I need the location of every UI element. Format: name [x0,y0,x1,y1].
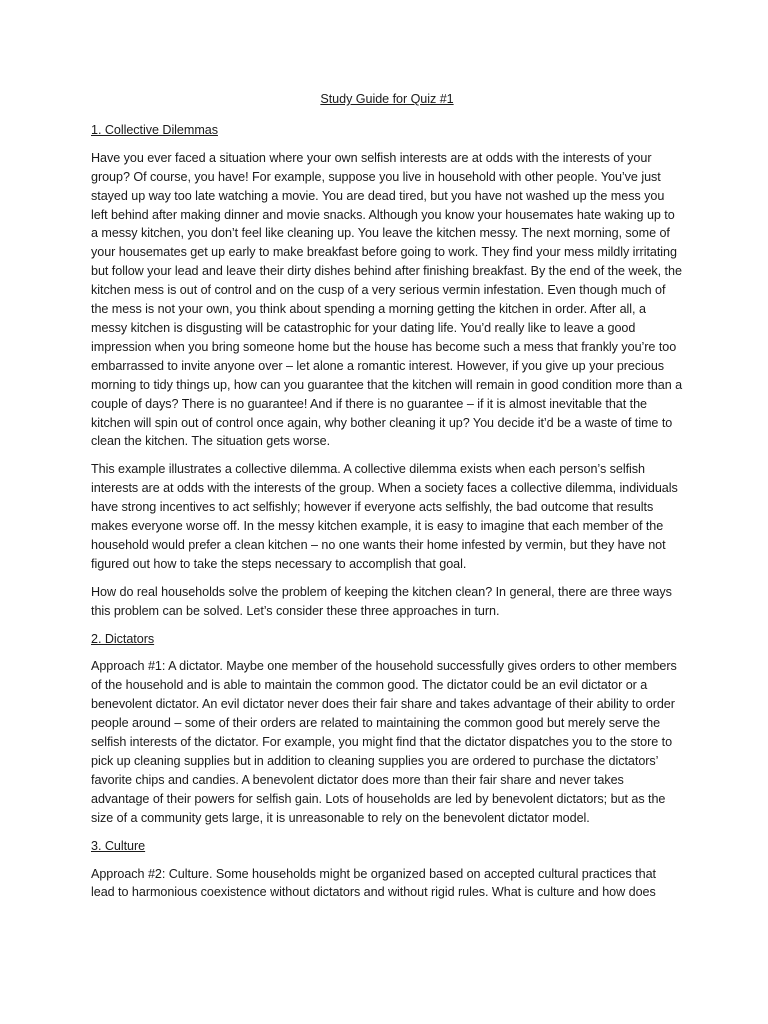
paragraph: Have you ever faced a situation where your own selfish interests are at odds with the interests of your group? Of course, you have! For example, suppose you live in household with other people. You’ve just stayed up way too late watching a movie. You are dead tired, but you have not washed up the mess you left behind after making dinner and movie snacks. Although you know your housemates hate waking up to a messy kitchen, you don’t feel like cleaning up. You leave the kitchen messy. The next morning, some of your housemates get up early to make breakfast before going to work. They find your mess mildly irritating but follow your lead and leave their dirty dishes behind after finishing breakfast. By the end of the week, the kitchen mess is out of control and on the cusp of a very serious vermin infestation. Even though much of the mess is not your own, you think about spending a morning getting the kitchen in order. After all, a messy kitchen is disgusting will be catastrophic for your dating life. You’d really like to leave a good impression when you bring someone home but the house has become such a mess that frankly you’re too embarrassed to invite anyone over – let alone a romantic interest. However, if you give up your precious morning to tidy things up, how can you guarantee that the kitchen will remain in good condition more than a couple of days? There is no guarantee! And if there is no guarantee – if it is almost inevitable that the kitchen will spin out of control once again, why bother cleaning it up? You decide it’d be a waste of time to clean the kitchen. The situation gets worse. [91,150,683,449]
paragraph: Approach #2: Culture. Some households might be organized based on accepted cultural practices that lead to harmonious coexistence without dictators and without rigid rules. What is culture and how does [91,866,656,900]
section-heading-collective-dilemmas: 1. Collective Dilemmas [91,122,218,137]
document-body [91,90,683,911]
section-heading-culture: 3. Culture [91,838,146,853]
section-heading-dictators: 2. Dictators [91,631,155,646]
paragraph: Approach #1: A dictator. Maybe one member of the household successfully gives orders to other members of the household and is able to maintain the common good. The dictator could be an evil dictator or a benevolent dictator. An evil dictator never does their fair share and takes advantage of their ability to order people around – some of their orders are related to maintaining the common good but merely serve the selfish interests of the dictator. For example, you might find that the dictator dispatches you to the store to pick up cleaning supplies but in addition to cleaning supplies you are ordered to purchase the dictators’ favorite chips and candies. A benevolent dictator does more than their fair share and never takes advantage of their powers for selfish gain. Lots of households are led by benevolent dictators; but as the size of a community gets large, it is unreasonable to rely on the benevolent dictator model. [91,659,677,825]
paragraph: How do real households solve the problem of keeping the kitchen clean? In general, there are three ways this problem can be solved. Let’s consider these three approaches in turn. [91,584,672,618]
paragraph: This example illustrates a collective dilemma. A collective dilemma exists when each person’s selfish interests are at odds with the interests of the group. When a society faces a collective dilemma, individuals have strong incentives to act selfishly; however if everyone acts selfishly, the bad outcome that results makes everyone worse off. In the messy kitchen example, it is easy to imagine that each member of the household would prefer a clean kitchen – no one wants their home infested by vermin, but they have not figured out how to take the steps necessary to accomplish that goal. [91,462,678,571]
document-title: Study Guide for Quiz #1 [320,92,454,106]
